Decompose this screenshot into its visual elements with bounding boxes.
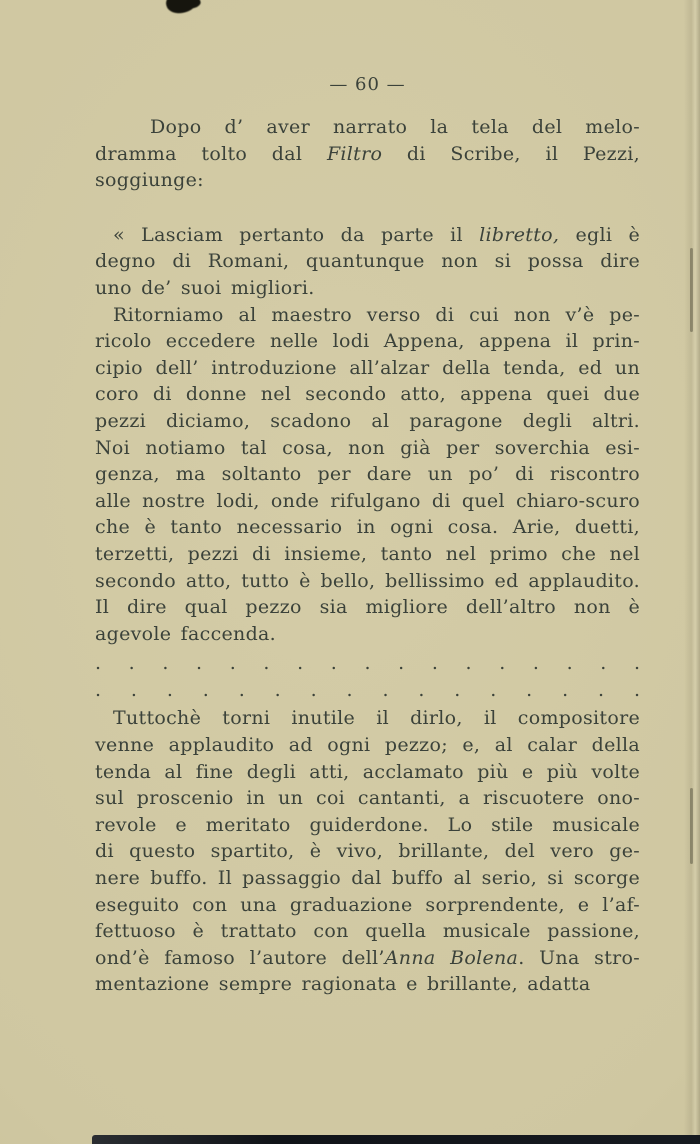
body-text: genza, ma soltanto per dare un po’ di riscontro [95, 463, 640, 486]
text-line [95, 785, 640, 812]
body-text: di Scribe, il Pezzi, [382, 142, 640, 165]
body-text: sul proscenio in un coi cantanti, a riscuotere ono- [95, 787, 640, 810]
paragraph [95, 705, 640, 998]
ellipsis-rows [95, 650, 640, 703]
body-text: tenda al fine degli atti, acclamato più e più volte [95, 760, 640, 783]
body-text: . . . . . . . . . . . . . . . . [95, 678, 640, 701]
text-line [95, 838, 640, 865]
italic-text: Filtro [326, 142, 383, 165]
text-line [95, 302, 640, 329]
body-text: soggiunge: [95, 169, 204, 192]
italic-text: Anna Bolena [384, 946, 519, 969]
body-text: egli è [559, 223, 641, 246]
text-line [95, 114, 640, 141]
body-text: Ritorniamo al maestro verso di cui non v’è pe- [113, 303, 640, 326]
body-text: cipio dell’ introduzione all’alzar della tenda, ed un [95, 356, 640, 379]
text-line [95, 594, 640, 621]
body-text: coro di donne nel secondo atto, appena quei due [95, 383, 640, 406]
body-text: di questo spartito, è vivo, brillante, del vero ge- [95, 840, 640, 863]
italic-text: libretto, [479, 223, 560, 246]
body-text: pezzi diciamo, scadono al paragone degli altri. [95, 409, 640, 432]
body-text: dramma tolto dal [95, 142, 327, 165]
body-text: secondo atto, tutto è bello, bellissimo ed applaudito. [95, 569, 640, 592]
body-text: fettuoso è trattato con quella musicale passione, [95, 920, 640, 943]
body-text: Noi notiamo tal cosa, non già per soverchia esi- [95, 436, 640, 459]
text-line [95, 275, 640, 302]
paragraph [95, 114, 640, 194]
body-text: nere buffo. Il passaggio dal buffo al serio, si scorge [95, 867, 640, 890]
text-line [95, 759, 640, 786]
body-text: . . . . . . . . . . . . . . . . . [95, 652, 640, 675]
bottom-scan-bar [92, 1135, 700, 1144]
body-text: mentazione sempre ragionata e brillante, adatta [95, 973, 591, 996]
page-right-edge-shadow [684, 0, 700, 1144]
page-number: — 60 — [329, 74, 406, 95]
text-line [95, 381, 640, 408]
body-text: ricolo eccedere nelle lodi Appena, appena il prin- [95, 330, 640, 353]
body-text: agevole faccenda. [95, 622, 277, 645]
text-block [95, 114, 640, 998]
body-text: Dopo d’ aver narrato la tela del melo- [150, 116, 640, 138]
text-line [95, 650, 640, 677]
text-line [95, 461, 640, 488]
body-text: uno de’ suoi migliori. [95, 276, 315, 299]
body-text: « Lasciam pertanto da parte il [113, 223, 480, 246]
text-line [95, 514, 640, 541]
text-line [95, 248, 640, 275]
text-line [95, 918, 640, 945]
text-line [95, 945, 640, 972]
body-text: ond’è famoso l’autore dell’ [95, 946, 385, 969]
text-line [95, 568, 640, 595]
text-line [95, 621, 640, 648]
text-line [95, 167, 640, 194]
text-line [95, 328, 640, 355]
body-text: venne applaudito ad ogni pezzo; e, al calar della [95, 734, 640, 757]
text-line [95, 677, 640, 704]
text-line [95, 435, 640, 462]
body-text: Tuttochè torni inutile il dirlo, il compositore [113, 707, 640, 730]
body-text: terzetti, pezzi di insieme, tanto nel primo che nel [95, 542, 640, 565]
text-line [95, 541, 640, 568]
text-line [95, 971, 640, 998]
body-text: revole e meritato guiderdone. Lo stile musicale [95, 813, 640, 836]
paragraph [95, 222, 640, 302]
body-text: . Una stro- [518, 946, 641, 969]
text-line [95, 488, 640, 515]
text-line [95, 705, 640, 732]
text-line [95, 892, 640, 919]
body-text: eseguito con una graduazione sorprendente, e l’af- [95, 893, 640, 916]
body-text: Il dire qual pezzo sia migliore dell’altro non è [95, 596, 640, 619]
text-line [95, 865, 640, 892]
text-line [95, 732, 640, 759]
text-line [95, 222, 640, 249]
text-line [95, 141, 640, 168]
text-line [95, 355, 640, 382]
paragraph [95, 302, 640, 648]
body-text: degno di Romani, quantunque non si possa dire [95, 250, 640, 273]
body-text: che è tanto necessario in ogni cosa. Arie, duetti, [95, 516, 640, 539]
text-line [95, 408, 640, 435]
body-text: alle nostre lodi, onde rifulgano di quel chiaro-scuro [95, 489, 640, 512]
text-line [95, 812, 640, 839]
ink-blot-top [164, 0, 198, 16]
